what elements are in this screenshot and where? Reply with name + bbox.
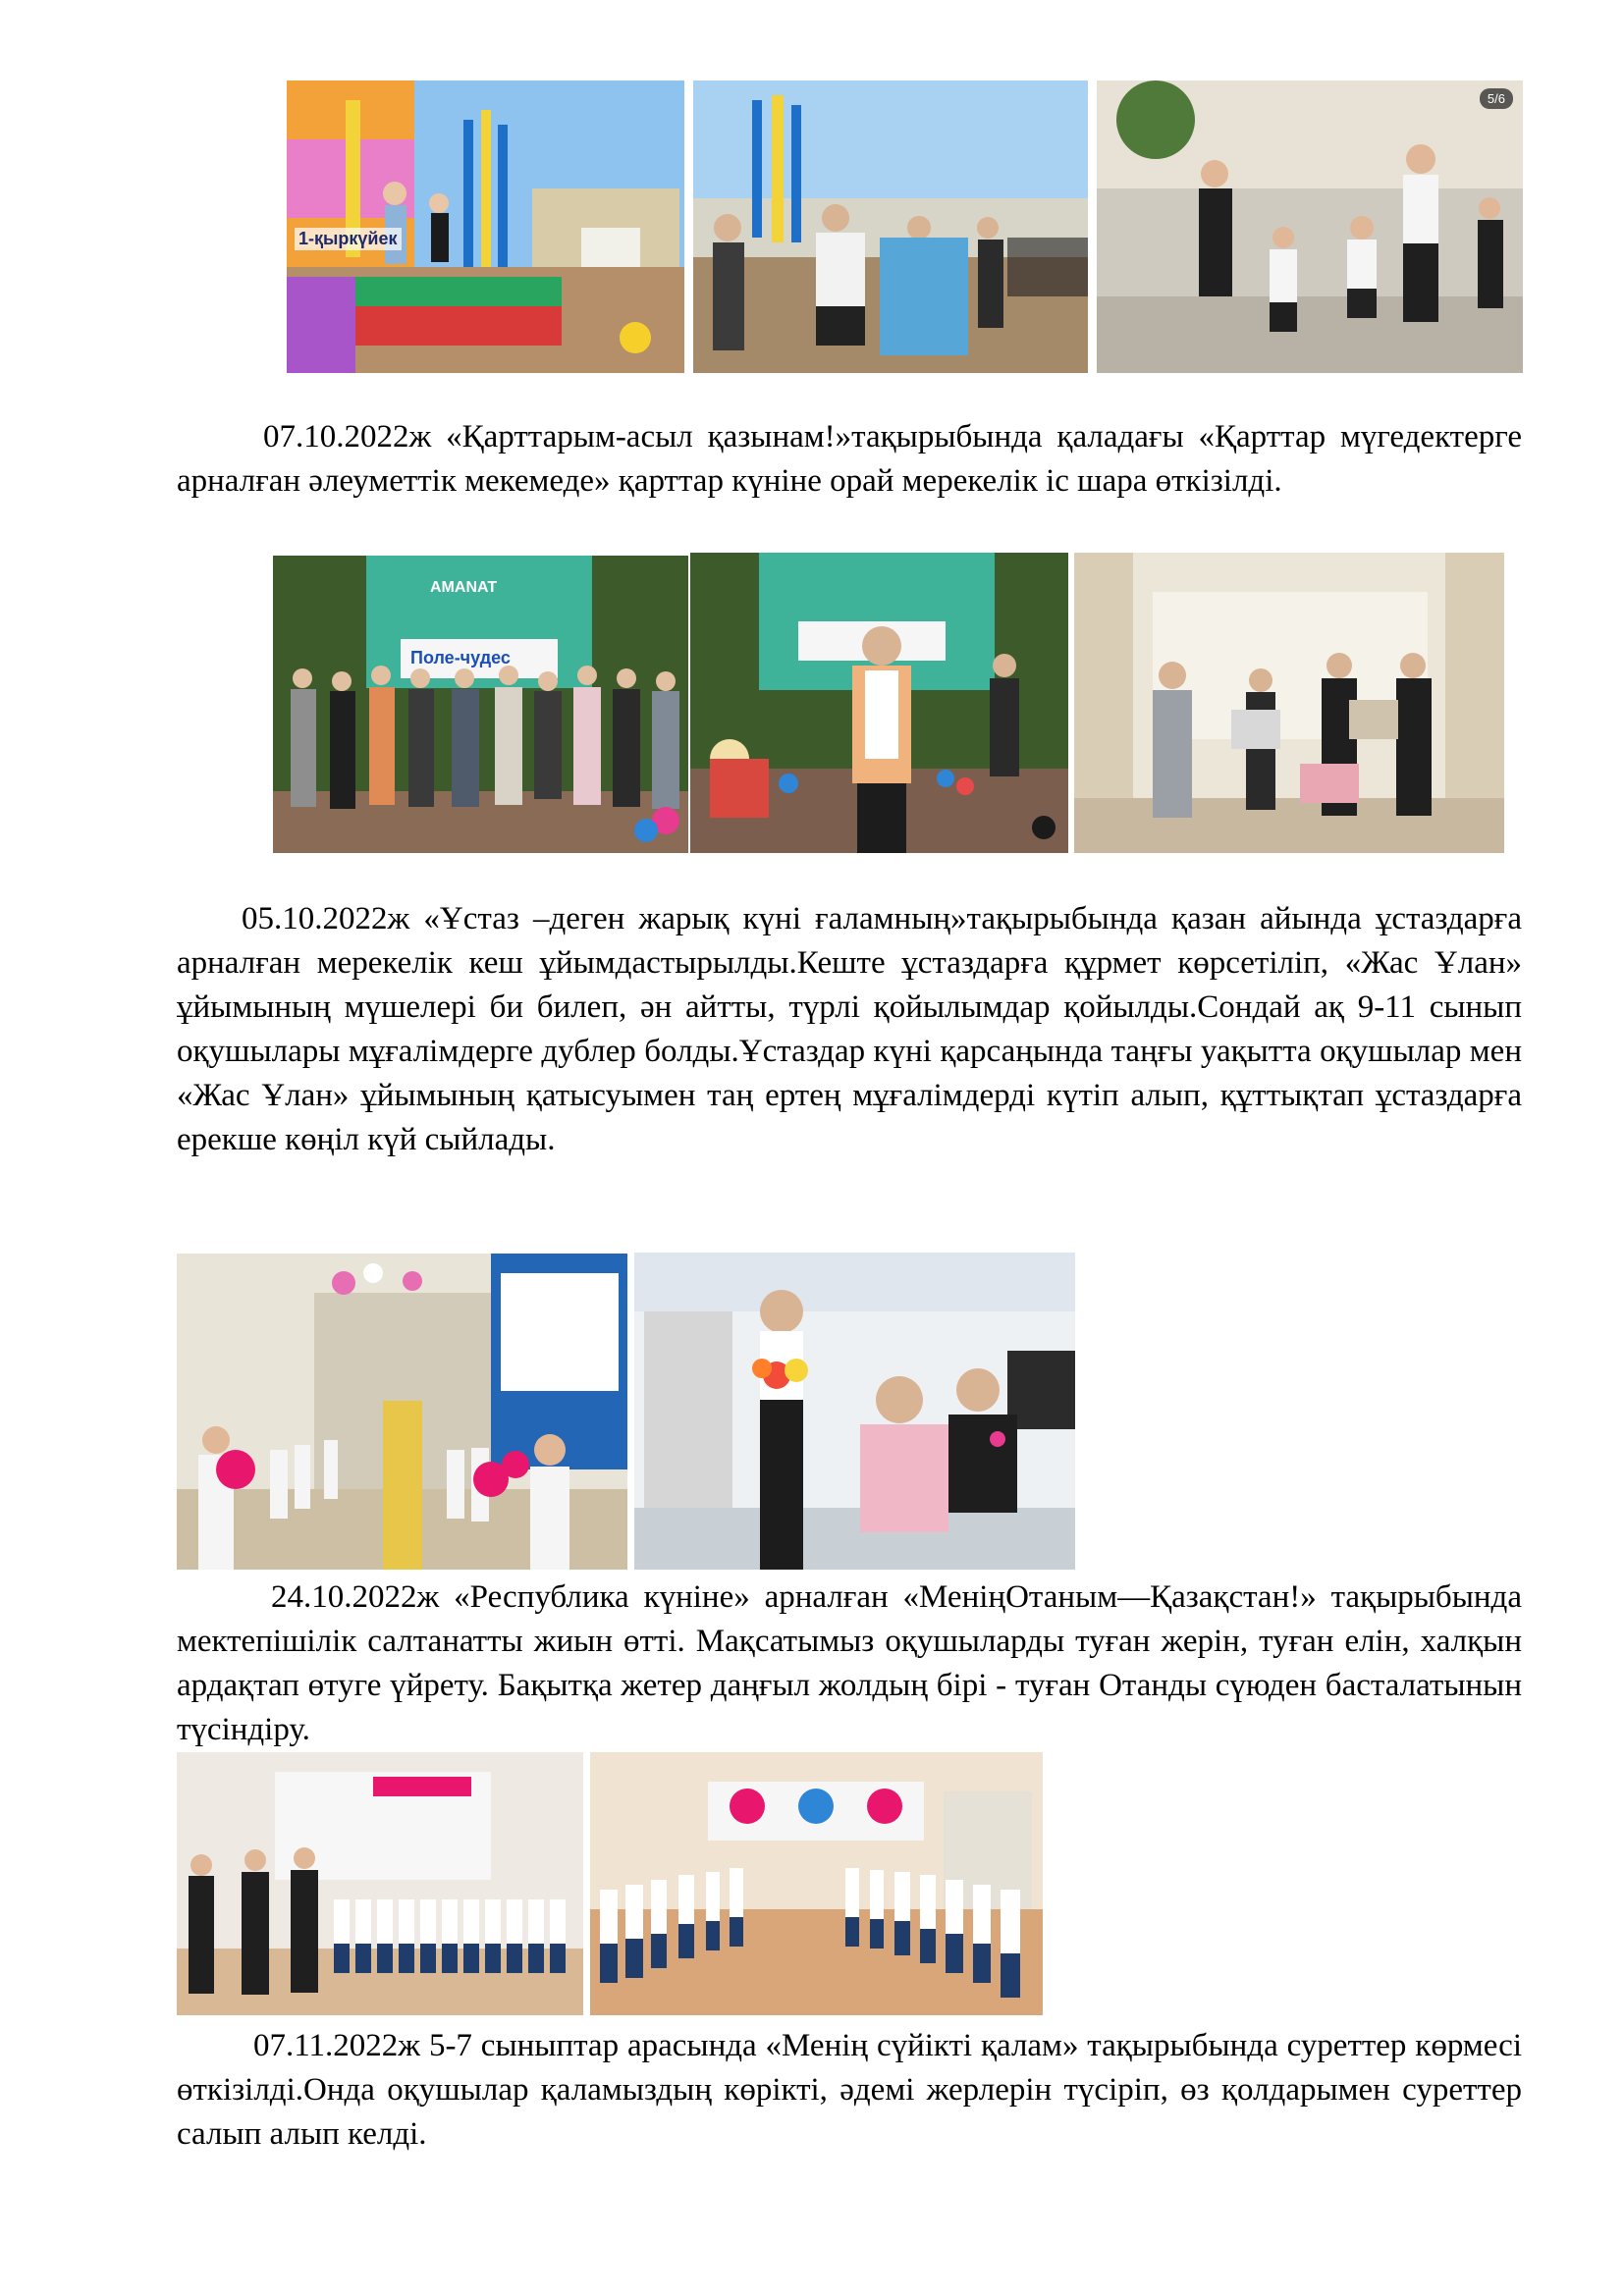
slide-counter-badge: 5/6 <box>1480 88 1513 109</box>
stage-sign: 1-қыркүйек <box>295 228 402 250</box>
paragraph-drawing-exhibition: 07.11.2022ж 5-7 сыныптар арасында «Менің сүйікті қалам» тақырыбында суреттер көрмесі өткізілді.Онда оқушылар қаламыздың көрікті, әдемі жерлерін түсіріп, өз қолдарымен суреттер салып алып келді. <box>177 2028 1522 2152</box>
photo-ceremony-with-flag <box>693 80 1088 373</box>
photo-assembly-hall-2 <box>590 1752 1043 2015</box>
photo-teachers-flowers <box>634 1253 1075 1570</box>
photo-first-bell-stage <box>287 80 684 373</box>
amanat-sign: AMANAT <box>430 579 498 596</box>
paragraph-republic-day: 24.10.2022ж «Республика күніне» арналған «МеніңОтаным—Қазақстан!» тақырыбында мектепішілік салтанатты жиын өтті. Мақсатымыз оқушыларды туған жерін, туған елін, халқын ардақтап өтуге үйрету. Бақытқа жетер даңғыл жолдың бірі - туған Отанды сүюден басталатынын түсіндіру. <box>177 1579 1522 1747</box>
paragraph-teachers-day: 05.10.2022ж «Ұстаз –деген жарық күні ғаламның»тақырыбында қазан айында ұстаздарға арналған мерекелік кеш ұйымдастырылды.Кеште ұстаздарға құрмет көрсетіліп, «Жас Ұлан» ұйымының мүшелері би билеп, ән айтты, түрлі қойылымдар қойылды.Сондай ақ 9-11 сынып оқушылары мұғалімдерге дублер болды.Ұстаздар күні қарсаңында таңғы уақытта оқушылар мен «Жас Ұлан» ұйымының қатысуымен таң ертең мұғалімдерді күтіп алып, құттықтап ұстаздарға ерекше көңіл күй сыйлады. <box>177 901 1522 1157</box>
photo-assembly-hall-1 <box>177 1752 583 2015</box>
photo-corridor-balloons <box>177 1254 627 1570</box>
photo-amanat-speaker <box>690 553 1068 853</box>
photo-students-marching <box>1097 80 1523 373</box>
photo-gift-presentation <box>1074 553 1504 853</box>
pole-chudes-sign: Поле-чудес <box>410 648 511 667</box>
paragraph-elders-day: 07.10.2022ж «Қарттарым-асыл қазынам!»тақырыбында қаладағы «Қарттар мүгедектерге арналған әлеуметтік мекемеде» қарттар күніне орай мерекелік іс шара өткізілді. <box>177 419 1522 499</box>
photo-amanat-group <box>273 556 688 853</box>
